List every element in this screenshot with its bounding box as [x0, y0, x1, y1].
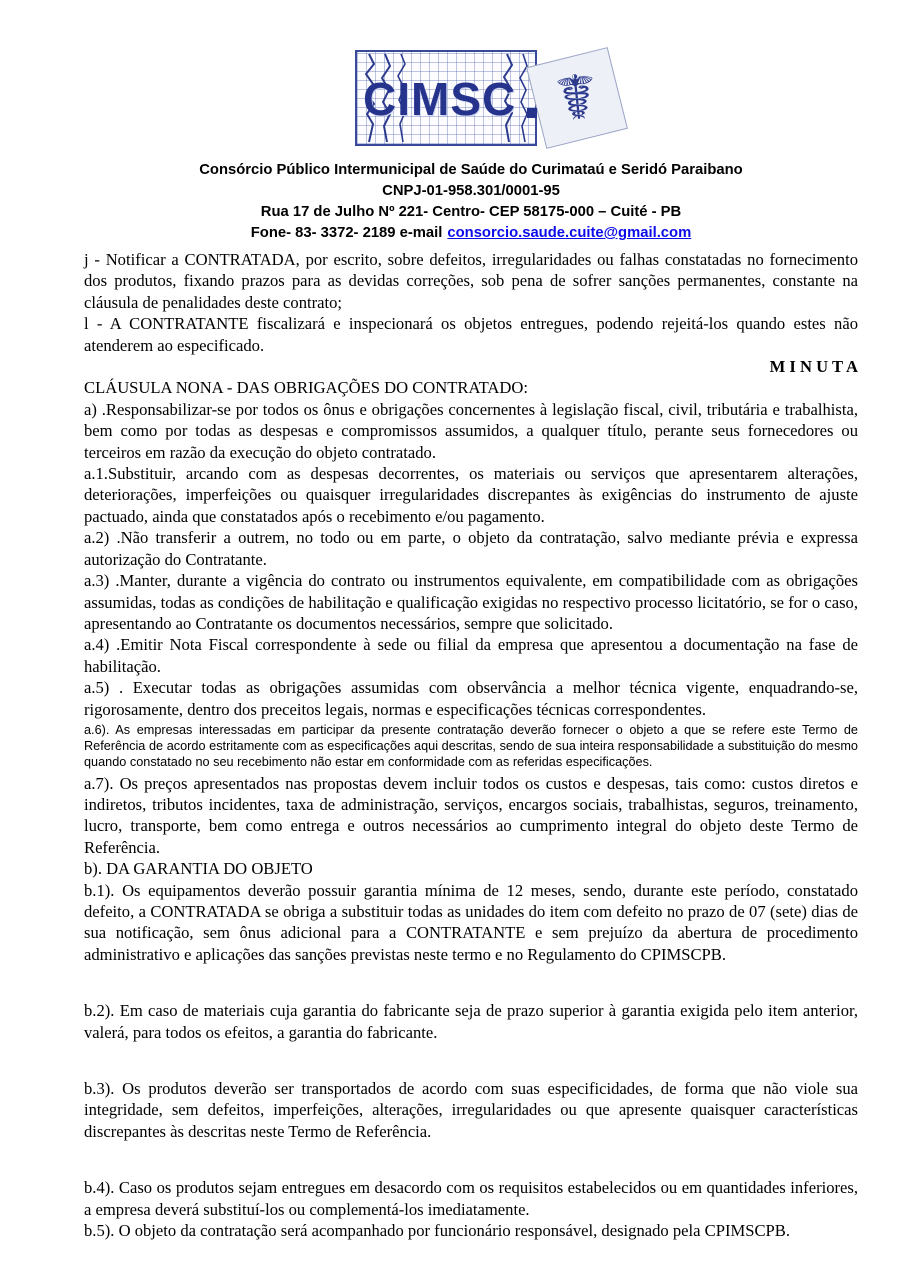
letterhead — [84, 50, 858, 244]
contract-body — [84, 249, 858, 1241]
caduceus-badge — [526, 47, 628, 149]
paragraph-l: l - A CONTRATANTE fiscalizará e inspecionará os objetos entregues, podendo rejeitá-los quando estes não atenderem ao especificado. — [84, 314, 858, 355]
logo — [321, 50, 621, 148]
paragraph-b5: b.5). O objeto da contratação será acompanhado por funcionário responsável, designado pela CPIMSCPB. — [84, 1221, 790, 1241]
paragraph-a: a) .Responsabilizar-se por todos os ônus e obrigações concernentes à legislação fiscal, civil, tributária e trabalhista, bem como por todas as despesas e compromissos assumidos, a qualquer título, perante seus fornecedores ou terceiros em razão da execução do objeto contratado. — [84, 399, 858, 462]
caduceus-icon: ☤ — [552, 59, 602, 136]
paragraph-b4: b.4). Caso os produtos sejam entregues em desacordo com os requisitos estabelecidos ou em quantidades inferiores, a empresa deverá substituí-los ou complementá-los imediatamente. — [84, 1178, 858, 1219]
paragraph-a7: a.7). Os preços apresentados nas propostas devem incluir todos os custos e despesas, tais como: custos diretos e indiretos, tributos incidentes, taxa de administração, serviços, encargos sociais, trabalhistas, seguros, treinamento, lucro, transporte, bem como entrega e outros necessários ao cumprimento integral do objeto deste Termo de Referência. — [84, 773, 858, 857]
paragraph-a1: a.1.Substituir, arcando com as despesas decorrentes, os materiais ou serviços que apresentarem alterações, deteriorações, imperfeições ou quaisquer irregularidades discrepantes às exigências do instrumento de ajuste pactuado, ainda que constatados após o recebimento e/ou pagamento. — [84, 464, 858, 526]
paragraph-a4: a.4) .Emitir Nota Fiscal correspondente à sede ou filial da empresa que apresentou a documentação na fase de habilitação. — [84, 635, 858, 676]
minuta-label: M I N U T A — [769, 357, 858, 377]
paragraph-j: j - Notificar a CONTRATADA, por escrito, sobre defeitos, irregularidades ou falhas constatadas no fornecimento dos produtos, fixando prazos para as devidas correções, sob pena de sofrer sanções permanentes, constante na cláusula de penalidades deste contrato; — [84, 250, 858, 312]
phone-label: Fone- 83- 3372- 2189 e-mail — [250, 225, 443, 241]
email-link[interactable]: consorcio.saude.cuite@gmail.com — [447, 225, 692, 241]
clause-nine-heading: CLÁUSULA NONA - DAS OBRIGAÇÕES DO CONTRATADO: — [84, 378, 528, 398]
paragraph-a6: a.6). As empresas interessadas em participar da presente contratação deverão fornecer o objeto a que se refere este Termo de Referência de acordo estritamente com as especificações aqui descritas, sendo de sua inteira responsabilidade a substituição do mesmo quando constatado no seu recebimento não estar em conformidade com as referidas especificações. — [84, 722, 858, 770]
org-address: Rua 17 de Julho Nº 221- Centro- CEP 58175-000 – Cuité - PB — [260, 204, 682, 220]
paragraph-a3: a.3) .Manter, durante a vigência do contrato ou instrumentos equivalente, em compatibilidade com as obrigações assumidas, todas as condições de habilitação e qualificação exigidas no respectivo processo licitatório, se for o caso, apresentando ao Contratante os documentos necessários, sempre que solicitado. — [84, 571, 858, 633]
paragraph-b1: b.1). Os equipamentos deverão possuir garantia mínima de 12 meses, sendo, durante este período, constatado defeito, a CONTRATADA se obriga a substituir todas as unidades do item com defeito no prazo de 07 (sete) dias de sua notificação, sem ônus adicional para a CONTRATANTE e sem prejuízo da abertura de procedimento administrativo e aplicações das sanções previstas neste termo e no Regulamento do CPIMSCPB. — [84, 880, 858, 964]
paragraph-b2: b.2). Em caso de materiais cuja garantia do fabricante seja de prazo superior à garantia exigida pelo item anterior, valerá, para todos os efeitos, a garantia do fabricante. — [84, 1001, 858, 1042]
logo-dot — [527, 108, 537, 118]
logo-wordmark: CIMSC — [363, 73, 517, 125]
paragraph-b3: b.3). Os produtos deverão ser transportados de acordo com suas especificidades, de forma que não viole sua integridade, sem defeitos, imperfeições, alterações, irregularidades ou que apresente quaisquer características discrepantes às descritas neste Termo de Referência. — [84, 1079, 858, 1141]
paragraph-a5: a.5) . Executar todas as obrigações assumidas com observância a melhor técnica vigente, enquadrando-se, rigorosamente, dentro dos preceitos legais, normas e especificações técnicas correspondentes. — [84, 678, 858, 719]
paragraph-a2: a.2) .Não transferir a outrem, no todo ou em parte, o objeto da contratação, salvo mediante prévia e expressa autorização do Contratante. — [84, 528, 858, 569]
org-cnpj: CNPJ-01-958.301/0001-95 — [382, 183, 560, 199]
org-contact — [84, 223, 858, 244]
org-name: Consórcio Público Intermunicipal de Saúde do Curimataú e Seridó Paraibano — [199, 162, 743, 178]
warranty-heading-b: b). DA GARANTIA DO OBJETO — [84, 859, 313, 879]
